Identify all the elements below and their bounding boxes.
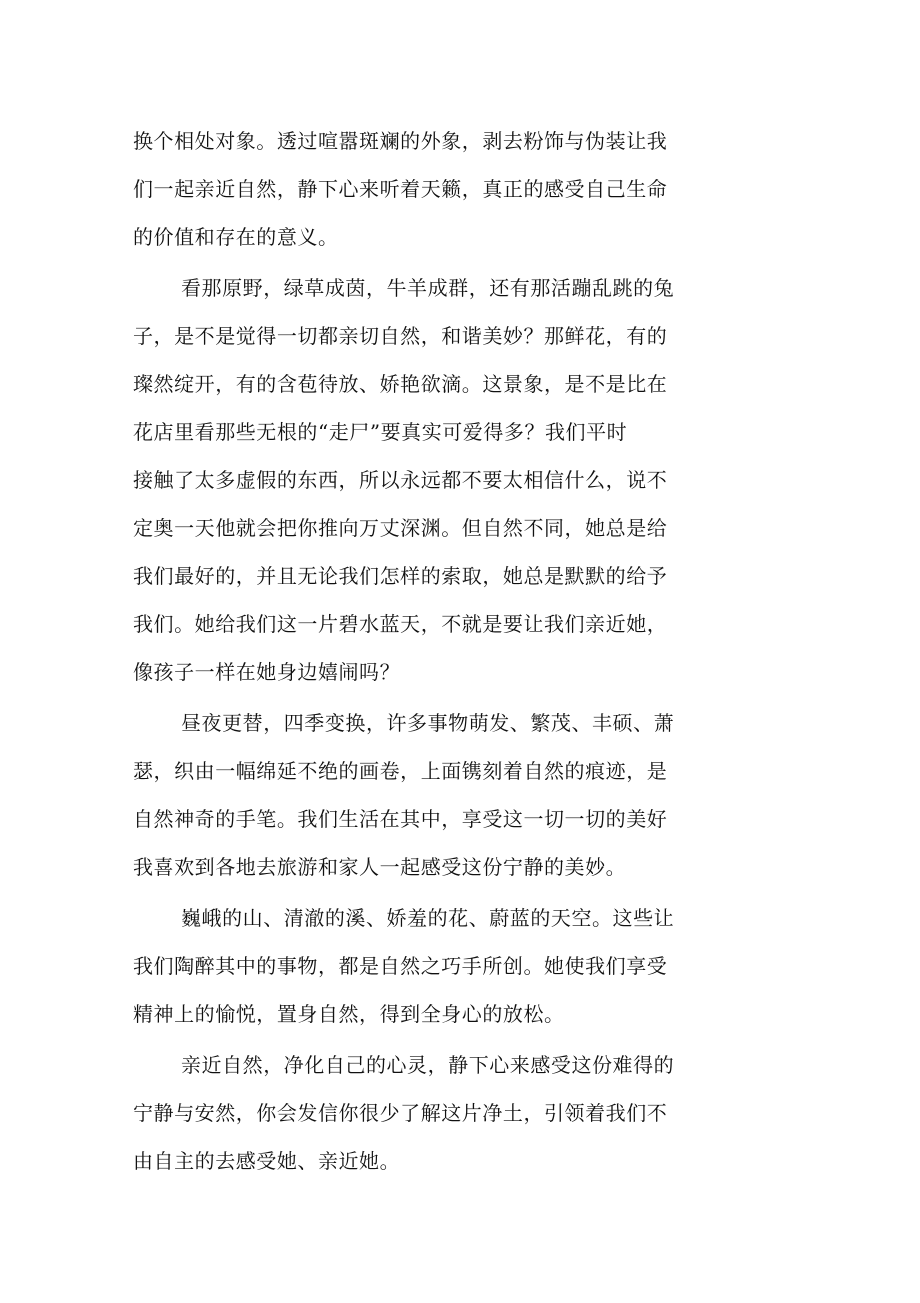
- paragraph-3-line-3: 自然神奇的手笔。我们生活在其中，享受这一切一切的美好: [133, 807, 668, 831]
- paragraph-2-line-4: 花店里看那些无根的“走尸”要真实可爱得多？我们平时: [133, 420, 628, 444]
- paragraph-3-line-1: 昼夜更替，四季变换，许多事物萌发、繁茂、丰硕、萧: [181, 711, 675, 735]
- paragraph-1-line-3: 的价值和存在的意义。: [133, 225, 339, 249]
- paragraph-1-line-2: 们一起亲近自然，静下心来听着天籁，真正的感受自己生命: [133, 177, 668, 201]
- paragraph-5-line-1: 亲近自然，净化自己的心灵，静下心来感受这份难得的: [181, 1053, 675, 1077]
- paragraph-2-line-5: 接触了太多虚假的东西，所以永远都不要太相信什么，说不: [133, 468, 668, 492]
- paragraph-5-line-3: 由自主的去感受她、亲近她。: [133, 1149, 401, 1173]
- paragraph-4-line-3: 精神上的愉悦，置身自然，得到全身心的放松。: [133, 1002, 565, 1026]
- paragraph-2-line-8: 我们。她给我们这一片碧水蓝天，不就是要让我们亲近她，: [133, 612, 668, 636]
- paragraph-2-line-6: 定奥一天他就会把你推向万丈深渊。但自然不同，她总是给: [133, 516, 668, 540]
- paragraph-2-line-2: 子，是不是觉得一切都亲切自然，和谐美妙？那鲜花，有的: [133, 324, 668, 348]
- paragraph-1-line-1: 换个相处对象。透过喧嚣斑斓的外象，剥去粉饰与伪装让我: [133, 129, 668, 153]
- paragraph-3-line-2: 瑟，织由一幅绵延不绝的画卷，上面镌刻着自然的痕迹，是: [133, 759, 668, 783]
- paragraph-2-line-7: 我们最好的，并且无论我们怎样的索取，她总是默默的给予: [133, 564, 668, 588]
- paragraph-2-line-9: 像孩子一样在她身边嬉闹吗？: [133, 660, 401, 684]
- paragraph-4-line-2: 我们陶醉其中的事物，都是自然之巧手所创。她使我们享受: [133, 954, 668, 978]
- paragraph-3-line-4: 我喜欢到各地去旅游和家人一起感受这份宁静的美妙。: [133, 855, 627, 879]
- paragraph-2-line-1: 看那原野，绿草成茵，牛羊成群，还有那活蹦乱跳的兔: [181, 276, 675, 300]
- paragraph-5-line-2: 宁静与安然，你会发信你很少了解这片净土，引领着我们不: [133, 1101, 668, 1125]
- paragraph-4-line-1: 巍峨的山、清澈的溪、娇羞的花、蔚蓝的天空。这些让: [181, 906, 675, 930]
- paragraph-2-line-3: 璨然绽开，有的含苞待放、娇艳欲滴。这景象，是不是比在: [133, 372, 668, 396]
